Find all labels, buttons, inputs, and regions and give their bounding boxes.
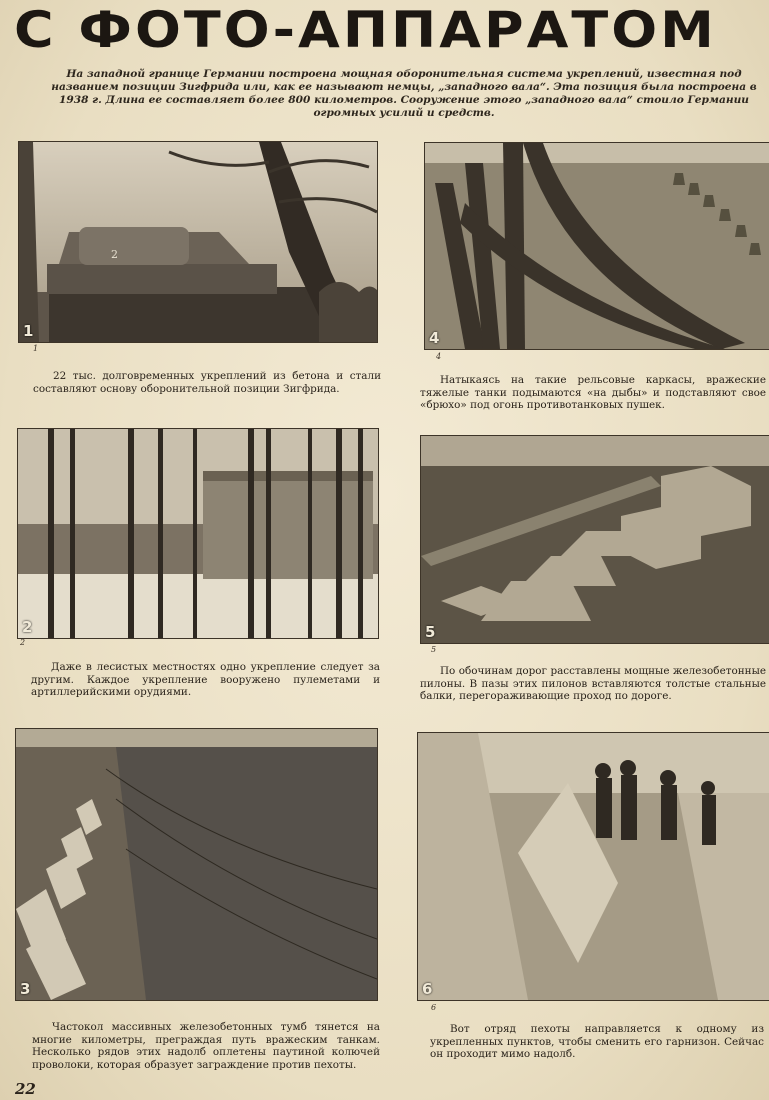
caption-4-number: 4 xyxy=(436,352,442,361)
photo-2-number: 2 xyxy=(22,618,33,636)
caption-2-number: 2 xyxy=(20,638,26,647)
photo-2-forest-bunker xyxy=(18,429,378,638)
photo-5-road-pylons xyxy=(421,436,769,643)
caption-1-number: 1 xyxy=(33,344,39,353)
photo-1-bunker xyxy=(19,142,377,342)
photo-6-number: 6 xyxy=(422,980,433,998)
caption-2: Даже в лесистых местностях одно укрепление следует за другим. Каждое укрепление вооружено пулеметами и артиллерийскими орудиями. xyxy=(31,661,380,698)
intro-paragraph: На западной границе Германии построена мощная оборонительная система укреплений, известная под названием позиции Зигфрида или, как ее называют немцы, „западного вала“. Эта позиция была построена в 1938 г. Длина ее составляет более 800 километров. Сооружение этого „западного вала“ стоило Германии огромных усилий и средств. xyxy=(51,68,757,119)
photo-1-marker: 2 xyxy=(111,248,118,261)
caption-5-number: 5 xyxy=(431,645,437,654)
photo-5-number: 5 xyxy=(425,623,436,641)
caption-5: По обочинам дорог расставлены мощные железобетонные пилоны. В пазы этих пилонов вставляются толстые стальные балки, перегораживающие проход по дороге. xyxy=(420,665,766,702)
caption-1: 22 тыс. долговременных укреплений из бетона и стали составляют основу оборонительной позиции Зигфрида. xyxy=(33,370,381,395)
photo-1-number: 1 xyxy=(23,322,34,340)
page-number: 22 xyxy=(15,1080,36,1098)
caption-6-number: 6 xyxy=(431,1003,437,1012)
caption-6: Вот отряд пехоты направляется к одному из укрепленных пунктов, чтобы сменить его гарнизон. Сейчас он проходит мимо надолб. xyxy=(430,1023,764,1060)
caption-4: Натыкаясь на такие рельсовые каркасы, вражеские тяжелые танки подымаются «на дыбы» и подставляют свое «брюхо» под огонь противотанковых пушек. xyxy=(420,374,766,411)
photo-4-number: 4 xyxy=(429,329,440,347)
photo-6-infantry xyxy=(418,733,769,1000)
photo-4-rail-frames xyxy=(425,143,769,349)
photo-3-dragons-teeth xyxy=(16,729,377,1000)
page-headline: С ФОТО-АППАРАТОМ xyxy=(14,1,717,60)
photo-3-number: 3 xyxy=(20,980,31,998)
caption-3: Частокол массивных железобетонных тумб тянется на многие километры, преграждая путь вражеским танкам. Несколько рядов этих надолб оплетены паутиной колючей проволоки, которая образует заграждение против пехоты. xyxy=(32,1021,380,1071)
